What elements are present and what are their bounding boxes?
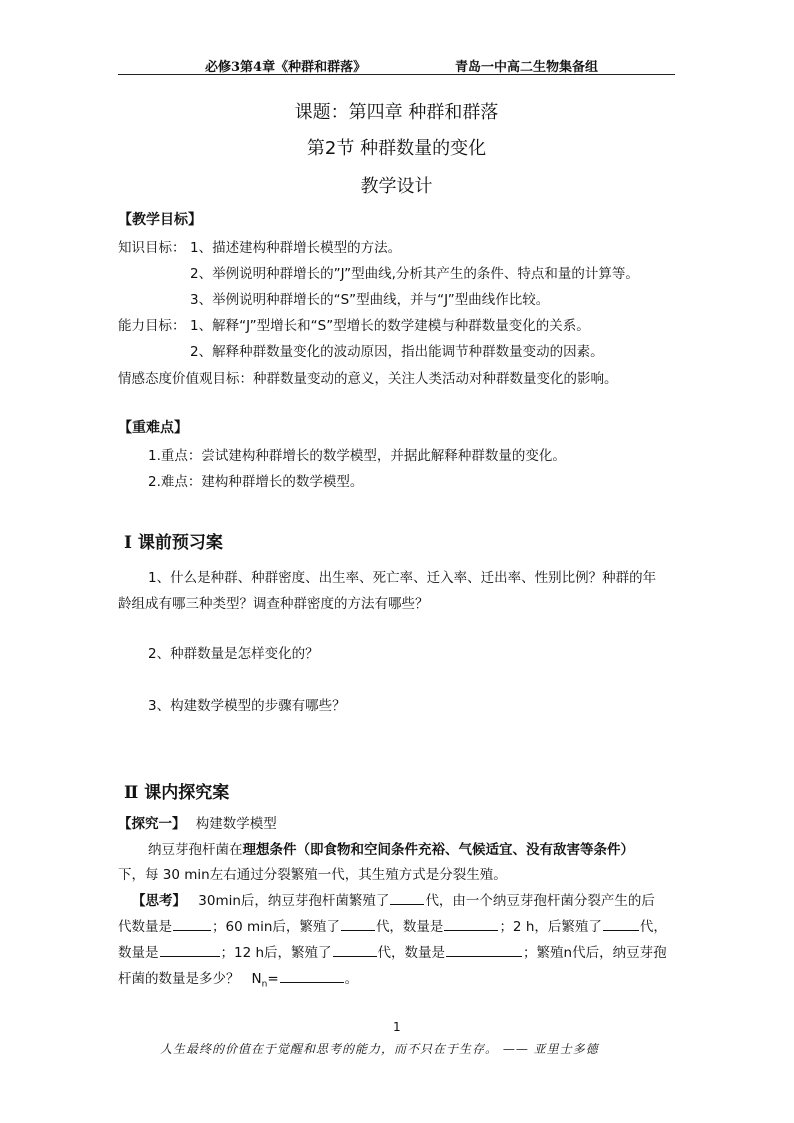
inquiry-label: 【探究一】 (118, 816, 186, 832)
section-title: 第2节 种群数量的变化 (306, 138, 487, 159)
blank-count-30min[interactable] (173, 917, 211, 931)
explore-heading: Ⅱ 课内探究案 (124, 783, 230, 803)
formula-n: N (251, 971, 262, 987)
blank-generations-30min[interactable] (390, 891, 424, 905)
keypoint-1: 1.重点：尝试建构种群增长的数学模型，并据此解释种群数量的变化。 (148, 448, 566, 464)
header-left: 必修3第4章《种群和群落》 (205, 60, 367, 75)
preview-q1-line1: 1、什么是种群、种群密度、出生率、死亡率、迁入率、迁出率、性别比例？种群的年 (148, 570, 657, 586)
keypoint-2: 2.难点：建构种群增长的数学模型。 (148, 474, 364, 490)
blank-generations-60min[interactable] (341, 917, 375, 931)
think-label: 【思考】 (132, 893, 186, 909)
course-title: 课题：第四章 种群和群落 (294, 102, 499, 123)
preview-heading: Ⅰ 课前预习案 (124, 533, 223, 553)
knowledge-item-1: 1、描述建构种群增长模型的方法。 (190, 240, 402, 256)
footer-quote: 人生最终的价值在于觉醒和思考的能力，而不只在于生存。 —— 亚里士多德 (160, 1042, 599, 1056)
blank-generations-12h[interactable] (333, 943, 377, 957)
blank-count-12h[interactable] (446, 943, 522, 957)
paragraph-2: 下，每 30 min左右通过分裂繁殖一代，其生殖方式是分裂生殖。 (118, 867, 507, 883)
header-right: 青岛一中高二生物集备组 (455, 60, 599, 75)
blank-generations-2h[interactable] (603, 917, 639, 931)
ideal-conditions: 理想条件（即食物和空间条件充裕、气候适宜、没有敌害等条件） (242, 842, 634, 858)
page-number: 1 (393, 1020, 401, 1034)
paragraph-1-start: 纳豆芽孢杆菌在 (148, 842, 243, 858)
preview-q2: 2、种群数量是怎样变化的？ (148, 646, 319, 662)
emotion-goal: 情感态度价值观目标：种群数量变动的意义，关注人类活动对种群数量变化的影响。 (118, 371, 618, 387)
paragraph-1 (148, 838, 634, 858)
knowledge-item-2: 2、举例说明种群增长的”J”型曲线,分析其产生的条件、特点和量的计算等。 (190, 266, 639, 282)
preview-q3: 3、构建数学模型的步骤有哪些？ (148, 698, 346, 714)
knowledge-item-3: 3、举例说明种群增长的“S”型曲线，并与“J”型曲线作比较。 (190, 292, 550, 308)
think-line-1: 【思考】 30min后，纳豆芽孢杆菌繁殖了 代，由一个纳豆芽孢杆菌分裂产生的后 (132, 893, 655, 909)
goals-heading: 【教学目标】 (118, 212, 202, 228)
preview-q1-line2: 龄组成有哪三种类型？调查种群密度的方法有哪些？ (118, 596, 429, 612)
blank-count-2h[interactable] (160, 943, 220, 957)
design-title: 教学设计 (360, 176, 433, 197)
formula-subscript: n (261, 979, 268, 990)
ability-label: 能力目标： (118, 318, 186, 334)
keypoints-heading: 【重难点】 (118, 420, 188, 436)
inquiry-title: 构建数学模型 (195, 816, 277, 832)
ability-item-1: 1、解释“J”型增长和“S”型增长的数学建模与种群数量变化的关系。 (190, 318, 590, 334)
inquiry-one (118, 812, 277, 832)
header-rule (118, 74, 675, 75)
ability-item-2: 2、解释种群数量变化的波动原因，指出能调节种群数量变动的因素。 (190, 344, 604, 360)
blank-count-60min[interactable] (444, 917, 498, 931)
think-line-2: 代数量是 ；60 min后，繁殖了 代，数量是 ；2 h，后繁殖了 代， (118, 919, 667, 935)
think-line-4: 杆菌的数量是多少？ $N_n=$ 。 (118, 971, 359, 990)
knowledge-label: 知识目标： (118, 240, 186, 256)
think-line-3: 数量是 ；12 h后，繁殖了 代，数量是 ；繁殖n代后，纳豆芽孢 (118, 945, 667, 961)
blank-nn-formula[interactable] (280, 969, 344, 983)
